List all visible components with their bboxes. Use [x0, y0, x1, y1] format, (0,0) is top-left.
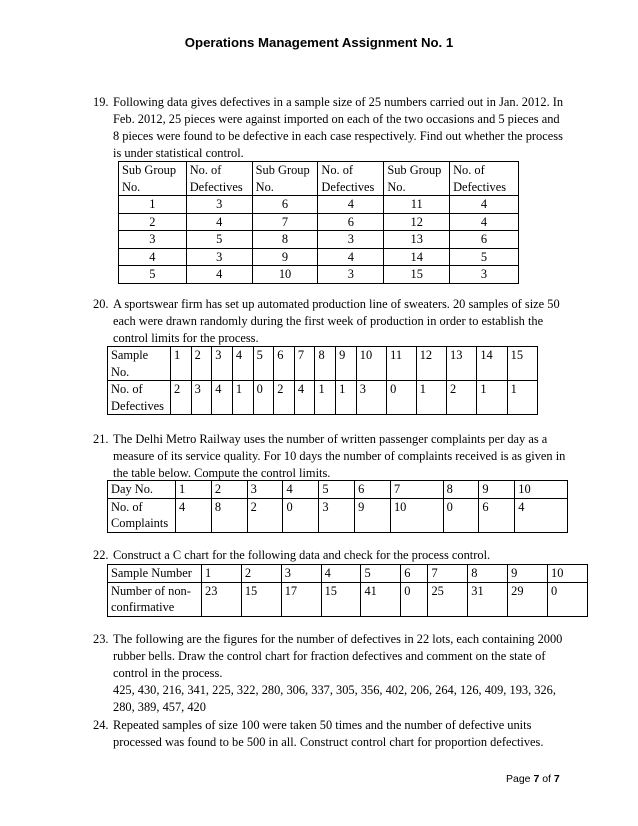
- cell: 2: [247, 498, 283, 532]
- cell: 15: [507, 347, 537, 381]
- question-number: 19.: [93, 95, 109, 109]
- cell: 5: [186, 231, 252, 249]
- cell: 8: [315, 347, 336, 381]
- cell: 2: [171, 381, 192, 415]
- cell: 4: [176, 498, 212, 532]
- cell: 8: [468, 565, 508, 583]
- cell: 4: [450, 213, 519, 231]
- table-row: [108, 347, 538, 381]
- table-row: [119, 196, 519, 214]
- cell: 11: [384, 196, 450, 214]
- row-label: No. of Defectives: [108, 381, 171, 415]
- cell: 12: [384, 213, 450, 231]
- cell: 2: [119, 213, 187, 231]
- cell: 6: [274, 347, 295, 381]
- table-row: [108, 381, 538, 415]
- cell: 10: [252, 266, 318, 284]
- cell: 6: [479, 498, 515, 532]
- row-label: Sample No.: [108, 347, 171, 381]
- cell: 4: [212, 381, 233, 415]
- cell: 3: [319, 498, 355, 532]
- question-number: 23.: [93, 632, 109, 646]
- header-cell: No. of Defectives: [450, 162, 519, 196]
- cell: 3: [318, 266, 384, 284]
- cell: 4: [119, 248, 187, 266]
- question-number: 22.: [93, 548, 109, 562]
- cell: 11: [387, 347, 417, 381]
- cell: 9: [355, 498, 391, 532]
- question-text: Construct a C chart for the following data and check for the process control.: [113, 548, 491, 562]
- cell: 2: [191, 347, 212, 381]
- header-cell: Sub Group No.: [252, 162, 318, 196]
- question-23: [93, 631, 568, 716]
- table-row: [119, 213, 519, 231]
- cell: 0: [283, 498, 319, 532]
- cell: 23: [202, 582, 242, 616]
- question-number: 21.: [93, 432, 109, 446]
- cell: 3: [450, 266, 519, 284]
- cell: 4: [283, 481, 319, 499]
- question-text: The following are the figures for the number of defectives in 22 lots, each containing 2000 rubber bells. Draw the control chart for fraction defectives and comment on the state of control in the process.: [113, 632, 563, 680]
- cell: 7: [390, 481, 443, 499]
- cell: 8: [252, 231, 318, 249]
- table-row: [119, 231, 519, 249]
- cell: 1: [315, 381, 336, 415]
- page-title: Operations Management Assignment No. 1: [184, 35, 454, 50]
- cell: 0: [548, 582, 588, 616]
- question-data: 425, 430, 216, 341, 225, 322, 280, 306, 337, 305, 356, 402, 206, 264, 126, 409, 193, 326, 280, 389, 457, 420: [113, 683, 556, 714]
- cell: 2: [447, 381, 477, 415]
- cell: 15: [384, 266, 450, 284]
- q19-table: [118, 161, 519, 284]
- table-row: [108, 498, 568, 532]
- cell: 7: [428, 565, 468, 583]
- cell: 1: [176, 481, 212, 499]
- cell: 3: [247, 481, 283, 499]
- question-number: 24.: [93, 718, 109, 732]
- header-cell: No. of Defectives: [318, 162, 384, 196]
- cell: 5: [119, 266, 187, 284]
- question-text: The Delhi Metro Railway uses the number of written passenger complaints per day as a measure of its service quality. For 10 days the number of complaints received is as given in the table below. Compute the control limits.: [113, 432, 566, 480]
- cell: 4: [321, 565, 361, 583]
- of-label: of: [542, 773, 551, 785]
- cell: 9: [479, 481, 515, 499]
- cell: 3: [281, 565, 321, 583]
- page-label: Page: [506, 773, 531, 785]
- cell: 5: [319, 481, 355, 499]
- cell: 7: [252, 213, 318, 231]
- cell: 1: [507, 381, 537, 415]
- cell: 13: [384, 231, 450, 249]
- cell: 2: [241, 565, 281, 583]
- cell: 8: [211, 498, 247, 532]
- question-text: A sportswear firm has set up automated production line of sweaters. 20 samples of size 50 each were drawn randomly during the first week of production in order to establish the control limits for the process.: [113, 297, 560, 345]
- cell: 1: [477, 381, 507, 415]
- cell: 6: [318, 213, 384, 231]
- cell: 2: [211, 481, 247, 499]
- question-text: Repeated samples of size 100 were taken 50 times and the number of defective units processed was found to be 500 in all. Construct control chart for proportion defectives.: [113, 718, 544, 749]
- table-row: [119, 248, 519, 266]
- cell: 3: [186, 196, 252, 214]
- q20-table: [107, 346, 538, 415]
- cell: 1: [336, 381, 357, 415]
- row-label: No. of Complaints: [108, 498, 176, 532]
- question-19: [93, 94, 568, 162]
- cell: 4: [318, 196, 384, 214]
- cell: 6: [401, 565, 428, 583]
- cell: 17: [281, 582, 321, 616]
- cell: 4: [318, 248, 384, 266]
- cell: 3: [119, 231, 187, 249]
- cell: 29: [508, 582, 548, 616]
- cell: 9: [252, 248, 318, 266]
- cell: 6: [450, 231, 519, 249]
- row-label: Sample Number: [108, 565, 202, 583]
- cell: 14: [477, 347, 507, 381]
- header-cell: Sub Group No.: [384, 162, 450, 196]
- cell: 5: [361, 565, 401, 583]
- cell: 31: [468, 582, 508, 616]
- question-21: [93, 431, 568, 482]
- cell: 4: [186, 266, 252, 284]
- cell: 3: [318, 231, 384, 249]
- question-20: [93, 296, 568, 347]
- cell: 4: [232, 347, 253, 381]
- question-22: [93, 547, 568, 564]
- cell: 8: [443, 481, 479, 499]
- cell: 15: [241, 582, 281, 616]
- cell: 13: [447, 347, 477, 381]
- cell: 5: [253, 347, 274, 381]
- cell: 15: [321, 582, 361, 616]
- cell: 1: [119, 196, 187, 214]
- cell: 14: [384, 248, 450, 266]
- cell: 10: [548, 565, 588, 583]
- cell: 1: [416, 381, 446, 415]
- cell: 12: [416, 347, 446, 381]
- cell: 25: [428, 582, 468, 616]
- cell: 6: [252, 196, 318, 214]
- cell: 3: [191, 381, 212, 415]
- question-24: [93, 717, 568, 751]
- cell: 3: [212, 347, 233, 381]
- question-number: 20.: [93, 297, 109, 311]
- cell: 1: [171, 347, 192, 381]
- cell: 9: [336, 347, 357, 381]
- row-label: Number of non- confirmative: [108, 582, 202, 616]
- cell: 3: [356, 381, 386, 415]
- table-row: [108, 565, 588, 583]
- table-row: [108, 481, 568, 499]
- cell: 10: [390, 498, 443, 532]
- cell: 0: [443, 498, 479, 532]
- cell: 5: [450, 248, 519, 266]
- cell: 6: [355, 481, 391, 499]
- page-total: 7: [553, 773, 560, 785]
- cell: 1: [202, 565, 242, 583]
- table-row: [119, 266, 519, 284]
- cell: 4: [186, 213, 252, 231]
- page-footer: [506, 773, 560, 785]
- cell: 0: [253, 381, 274, 415]
- question-text: Following data gives defectives in a sample size of 25 numbers carried out in Jan. 2012. In Feb. 2012, 25 pieces were against imported on each of the two occasions and 5 pieces and 8 pieces were found to be defective in each case respectively. Find out whether the process is under statistical control.: [113, 95, 564, 160]
- header-cell: Sub Group No.: [119, 162, 187, 196]
- cell: 2: [274, 381, 295, 415]
- cell: 1: [232, 381, 253, 415]
- cell: 7: [294, 347, 315, 381]
- page-number: 7: [533, 773, 540, 785]
- cell: 4: [294, 381, 315, 415]
- cell: 9: [508, 565, 548, 583]
- cell: 10: [515, 481, 568, 499]
- cell: 4: [515, 498, 568, 532]
- q21-table: [107, 480, 568, 533]
- table-header-row: [119, 162, 519, 196]
- cell: 0: [401, 582, 428, 616]
- cell: 0: [387, 381, 417, 415]
- cell: 4: [450, 196, 519, 214]
- cell: 41: [361, 582, 401, 616]
- cell: 3: [186, 248, 252, 266]
- row-label: Day No.: [108, 481, 176, 499]
- table-row: [108, 582, 588, 616]
- cell: 10: [356, 347, 386, 381]
- header-cell: No. of Defectives: [186, 162, 252, 196]
- q22-table: [107, 564, 588, 617]
